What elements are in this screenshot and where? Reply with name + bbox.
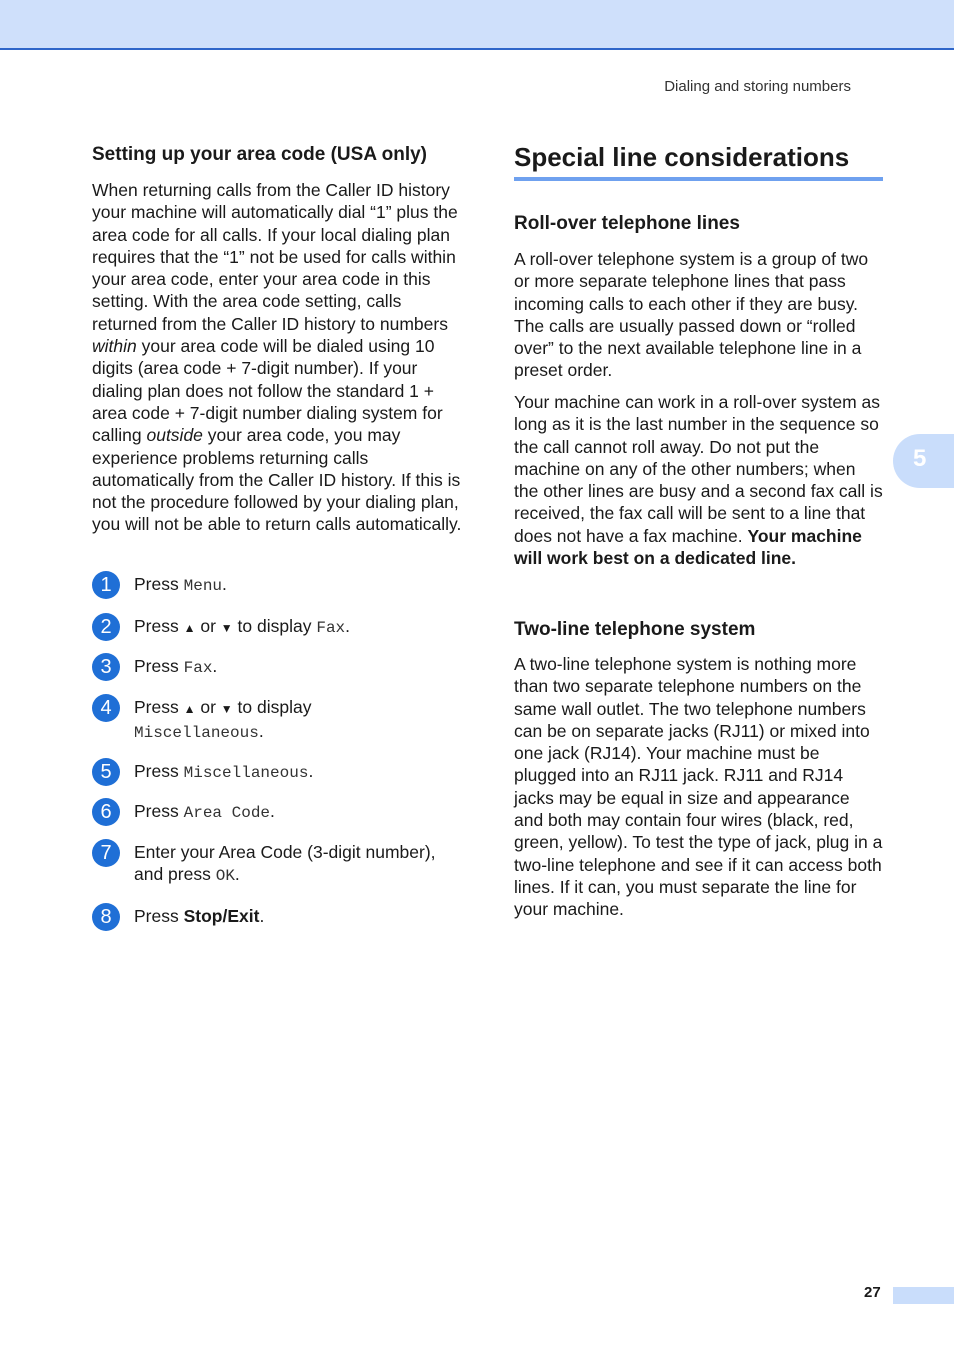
step-text-part: Press — [134, 906, 184, 926]
step-text-part: Press — [134, 656, 184, 676]
step-number-badge: 4 — [92, 694, 120, 722]
step-number-badge: 3 — [92, 653, 120, 681]
step-text — [134, 841, 464, 888]
para-part-3: your area code, you may experience problems returning calls automatically from the Caller ID history. If this is not the procedure followed by your dialing plan, you will not be able to return calls automatically. — [92, 425, 462, 535]
step-text-part: Press — [134, 616, 184, 636]
step-number-badge: 2 — [92, 613, 120, 641]
step-text-part: . — [259, 906, 265, 926]
rollover-paragraph-2 — [514, 391, 883, 569]
twoline-heading: Two-line telephone system — [514, 619, 756, 640]
step-text-part: . — [270, 801, 275, 821]
step-text-part: Press — [134, 761, 184, 781]
step-text-part: Enter your Area Code (3-digit number), and press — [134, 842, 436, 885]
running-title: Dialing and storing numbers — [664, 78, 851, 95]
lcd-code: Miscellaneous — [183, 764, 309, 782]
step-text — [134, 655, 464, 679]
step-number-badge: 7 — [92, 839, 120, 867]
page-number-bar — [893, 1287, 954, 1304]
lcd-code: Menu — [183, 577, 223, 595]
para-emphasis-outside: outside — [146, 425, 203, 446]
step-number-badge: 5 — [92, 758, 120, 786]
lcd-code: OK — [215, 867, 235, 886]
step-text-part: or — [195, 697, 221, 717]
para-emphasis-within: within — [92, 336, 137, 357]
header-band — [0, 0, 954, 50]
down-arrow-icon: ▼ — [220, 621, 233, 635]
lcd-code: Fax — [316, 619, 346, 637]
step-text-part: Press — [134, 574, 184, 594]
step-text — [134, 573, 464, 597]
step-text — [134, 615, 464, 639]
rollover-heading: Roll-over telephone lines — [514, 213, 740, 234]
step-text-part: or — [195, 616, 221, 636]
step-text-part: . — [258, 721, 264, 742]
step-text-part: . — [308, 761, 314, 781]
step-text — [134, 760, 464, 784]
up-arrow-icon: ▲ — [183, 621, 196, 635]
step-text-part: Press — [134, 697, 184, 717]
down-arrow-icon: ▼ — [220, 702, 233, 716]
area-code-paragraph — [92, 179, 462, 536]
up-arrow-icon: ▲ — [183, 702, 196, 716]
lcd-code: Fax — [183, 659, 213, 677]
lcd-code: Miscellaneous — [134, 724, 259, 743]
rollover-paragraph-2-text: Your machine can work in a roll-over system as long as it is the last number in the sequence so the call cannot roll away. Do not put the machine on any of the other numbers; when the other lines are busy and a second fax call is received, the fax call will be sent to a line that does not have a fax machine. — [514, 392, 883, 546]
page-number: 27 — [864, 1284, 881, 1301]
para-part-1: When returning calls from the Caller ID history your machine will automatically dial “1” plus the area code for all calls. If your local dialing plan requires that the “1” not be used for calls within your area code, enter your area code in this setting. With the area code setting, calls returned from the Caller ID history to numbers — [92, 180, 458, 334]
rollover-paragraph-2-bold: Your machine will work best on a dedicated line. — [514, 525, 862, 569]
section-title: Special line considerations — [514, 142, 883, 181]
area-code-heading: Setting up your area code (USA only) — [92, 144, 428, 165]
twoline-paragraph: A two-line telephone system is nothing more than two separate telephone numbers on the same wall outlet. The two telephone numbers can be on separate jacks (RJ11) or mixed into one jack (RJ14). Your machine must be plugged into an RJ11 jack. RJ11 and RJ14 jacks may be equal in size and appearance and both may contain four wires (black, red, green, yellow). To test the type of jack, plug in a two-line telephone and see if it can access both lines. If it can, you must separate the line for your machine. — [514, 654, 883, 920]
lcd-code: Area Code — [183, 804, 271, 822]
step-text-part: to display — [232, 616, 317, 636]
step-text — [134, 905, 464, 927]
step-text-part: . — [222, 574, 227, 594]
chapter-tab — [893, 434, 954, 488]
step-text-part: . — [345, 616, 351, 636]
step-text-part: to display — [232, 697, 312, 717]
para-part-2: your area code will be dialed using 10 digits (area code + 7-digit number). If your dialing plan does not follow the standard 1 + area code + 7-digit number dialing system for calling — [92, 336, 443, 446]
step-text-part: . — [212, 656, 218, 676]
step-number-badge: 1 — [92, 571, 120, 599]
stop-exit-key: Stop/Exit — [183, 906, 260, 926]
step-number-badge: 6 — [92, 798, 120, 826]
rollover-paragraph-1: A roll-over telephone system is a group of two or more separate telephone lines that pass incoming calls to each other if they are busy. The calls are usually passed down or “rolled over” to the next available telephone line in a preset order. — [514, 249, 869, 381]
step-number-badge: 8 — [92, 903, 120, 931]
step-text-part: Press — [134, 801, 184, 821]
chapter-number: 5 — [913, 445, 927, 472]
step-text-part: . — [234, 864, 240, 885]
step-text — [134, 800, 464, 824]
step-text — [134, 696, 464, 745]
